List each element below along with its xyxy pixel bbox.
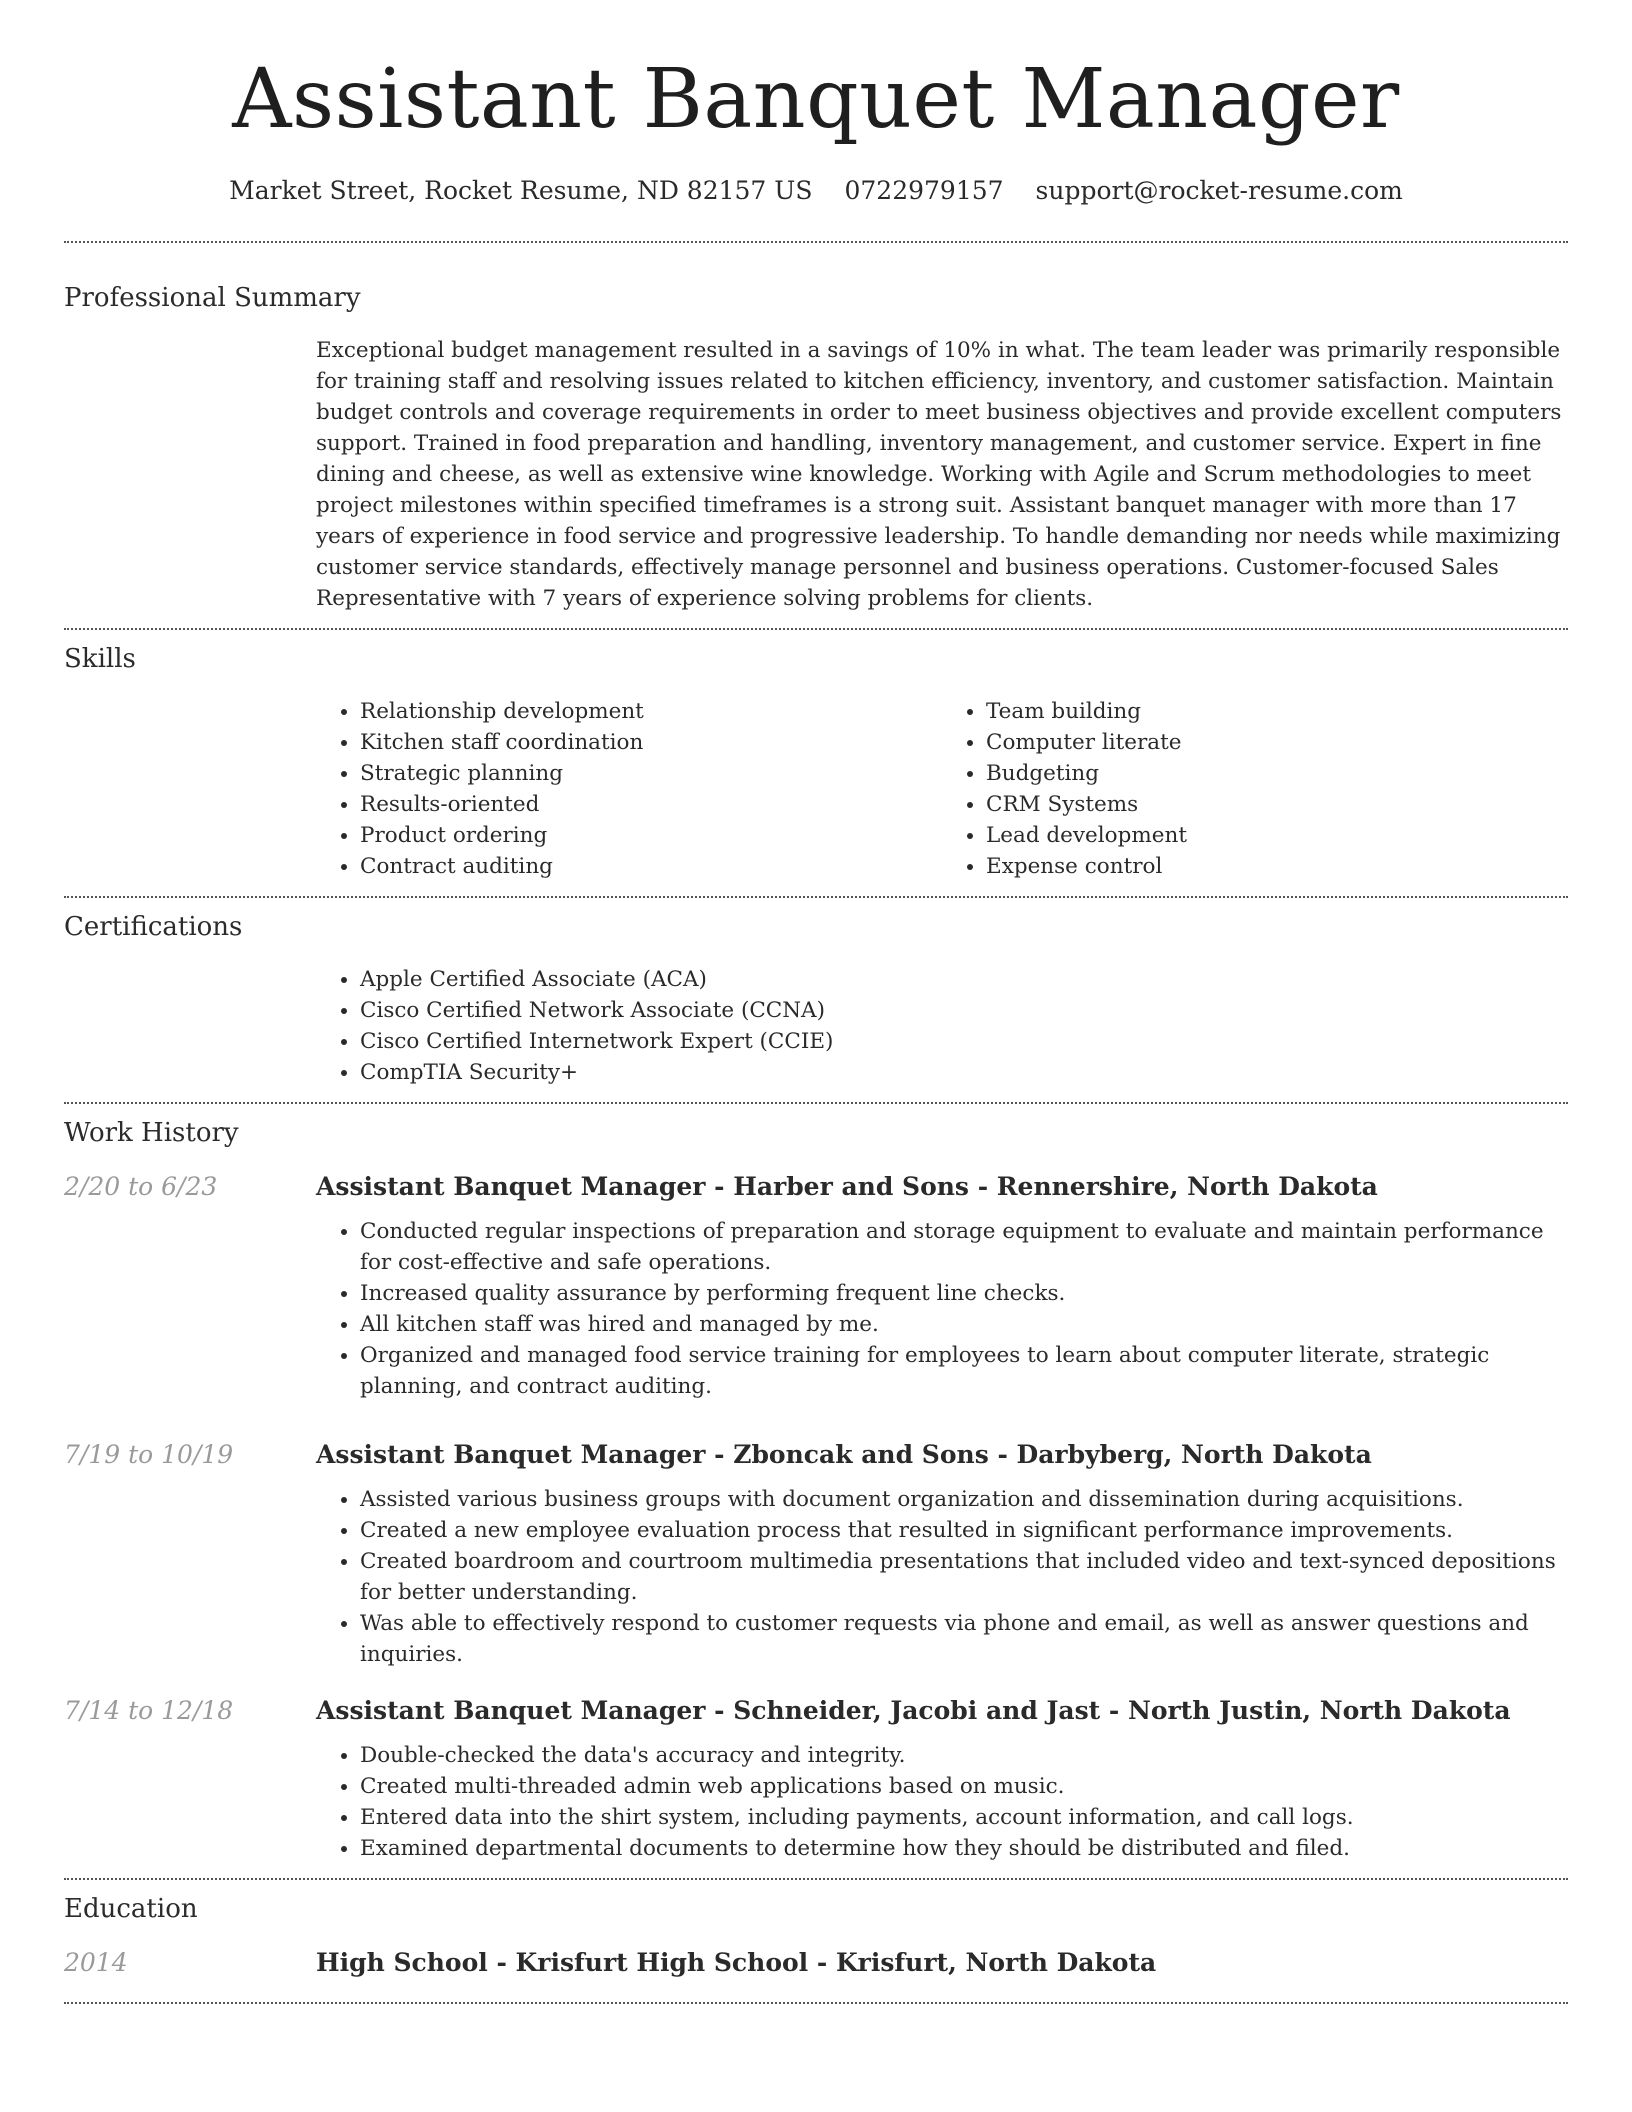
skill-item: • Contract auditing bbox=[360, 851, 942, 882]
summary-content bbox=[316, 335, 1568, 614]
skills-column-right bbox=[942, 696, 1568, 882]
certifications-heading: Certifications bbox=[64, 912, 243, 942]
education-title: High School - Krisfurt High School - Krisfurt, North Dakota bbox=[316, 1948, 1157, 1977]
job-bullet: • Assisted various business groups with document organization and dissemination during acquisitions. bbox=[360, 1484, 1568, 1515]
job-bullet: • Organized and managed food service training for employees to learn about computer literate, strategic planning, and contract auditing. bbox=[360, 1340, 1568, 1402]
education-dates: 2014 bbox=[64, 1948, 128, 1977]
work-history-heading: Work History bbox=[64, 1118, 239, 1148]
job-bullet: • Conducted regular inspections of preparation and storage equipment to evaluate and maintain performance for cost-effective and safe operations. bbox=[360, 1216, 1568, 1278]
contact-address: Market Street, Rocket Resume, ND 82157 US bbox=[229, 176, 813, 205]
resume-header bbox=[0, 0, 1632, 205]
candidate-name: Assistant Banquet Manager bbox=[232, 52, 1400, 147]
job-dates: 7/14 to 12/18 bbox=[64, 1696, 234, 1725]
education-entry bbox=[64, 1946, 1568, 1980]
section-divider bbox=[64, 2002, 1568, 2004]
skill-item: • Results-oriented bbox=[360, 789, 942, 820]
job-body bbox=[316, 1170, 1568, 1402]
job-bullet: • Increased quality assurance by performing frequent line checks. bbox=[360, 1278, 1568, 1309]
certification-item: • Cisco Certified Internetwork Expert (CCIE) bbox=[360, 1026, 1568, 1057]
job-bullet: • Created multi-threaded admin web applications based on music. bbox=[360, 1771, 1568, 1802]
job-entry bbox=[64, 1438, 1568, 1670]
job-title: Assistant Banquet Manager - Schneider, Jacobi and Jast - North Justin, North Dakota bbox=[316, 1696, 1511, 1725]
skill-item: • Product ordering bbox=[360, 820, 942, 851]
skill-item: • Relationship development bbox=[360, 696, 942, 727]
skill-item: • Budgeting bbox=[986, 758, 1568, 789]
certification-item: • CompTIA Security+ bbox=[360, 1057, 1568, 1088]
summary-section bbox=[0, 243, 1632, 614]
job-bullet: • Examined departmental documents to determine how they should be distributed and filed. bbox=[360, 1833, 1568, 1864]
skill-item: • Strategic planning bbox=[360, 758, 942, 789]
job-title: Assistant Banquet Manager - Harber and Sons - Rennershire, North Dakota bbox=[316, 1172, 1378, 1201]
education-body bbox=[316, 1946, 1568, 1980]
summary-heading: Professional Summary bbox=[64, 283, 361, 313]
job-bullet: • All kitchen staff was hired and managed by me. bbox=[360, 1309, 1568, 1340]
contact-email: support@rocket-resume.com bbox=[1035, 176, 1403, 205]
job-bullet: • Created a new employee evaluation process that resulted in significant performance improvements. bbox=[360, 1515, 1568, 1546]
summary-text: Exceptional budget management resulted in a savings of 10% in what. The team leader was primarily responsible for training staff and resolving issues related to kitchen efficiency, inventory, and customer satisfaction. Maintain budget controls and coverage requirements in order to meet business objectives and provide excellent computers support. Trained in food preparation and handling, inventory management, and customer service. Expert in fine dining and cheese, as well as extensive wine knowledge. Working with Agile and Scrum methodologies to meet project milestones within specified timeframes is a strong suit. Assistant banquet manager with more than 17 years of experience in food service and progressive leadership. To handle demanding nor needs while maximizing customer service standards, effectively manage personnel and business operations. Customer-focused Sales Representative with 7 years of experience solving problems for clients. bbox=[316, 338, 1562, 611]
job-body bbox=[316, 1438, 1568, 1670]
education-heading: Education bbox=[64, 1894, 198, 1924]
certification-item: • Apple Certified Associate (ACA) bbox=[360, 964, 1568, 995]
skill-item: • Lead development bbox=[986, 820, 1568, 851]
job-bullet: • Entered data into the shirt system, including payments, account information, and call logs. bbox=[360, 1802, 1568, 1833]
contact-phone: 0722979157 bbox=[844, 176, 1004, 205]
contact-line bbox=[0, 176, 1632, 205]
job-entry bbox=[64, 1170, 1568, 1402]
job-bullet: • Double-checked the data's accuracy and integrity. bbox=[360, 1740, 1568, 1771]
skill-item: • Expense control bbox=[986, 851, 1568, 882]
education-section bbox=[0, 1880, 1632, 1980]
certifications-list bbox=[316, 964, 1568, 1088]
certification-item: • Cisco Certified Network Associate (CCNA) bbox=[360, 995, 1568, 1026]
skills-list bbox=[316, 696, 1568, 882]
job-bullet: • Was able to effectively respond to customer requests via phone and email, as well as answer questions and inquiries. bbox=[360, 1608, 1568, 1670]
skill-item: • Computer literate bbox=[986, 727, 1568, 758]
work-history-section bbox=[0, 1104, 1632, 1864]
job-bullet: • Created boardroom and courtroom multimedia presentations that included video and text-synced depositions for better understanding. bbox=[360, 1546, 1568, 1608]
job-dates: 2/20 to 6/23 bbox=[64, 1172, 218, 1201]
certifications-section bbox=[0, 898, 1632, 1088]
skill-item: • Kitchen staff coordination bbox=[360, 727, 942, 758]
skills-heading: Skills bbox=[64, 644, 136, 674]
skills-section bbox=[0, 630, 1632, 882]
job-title: Assistant Banquet Manager - Zboncak and Sons - Darbyberg, North Dakota bbox=[316, 1440, 1372, 1469]
job-dates: 7/19 to 10/19 bbox=[64, 1440, 234, 1469]
skill-item: • Team building bbox=[986, 696, 1568, 727]
skill-item: • CRM Systems bbox=[986, 789, 1568, 820]
skills-column-left bbox=[316, 696, 942, 882]
job-body bbox=[316, 1694, 1568, 1864]
job-entry bbox=[64, 1694, 1568, 1864]
